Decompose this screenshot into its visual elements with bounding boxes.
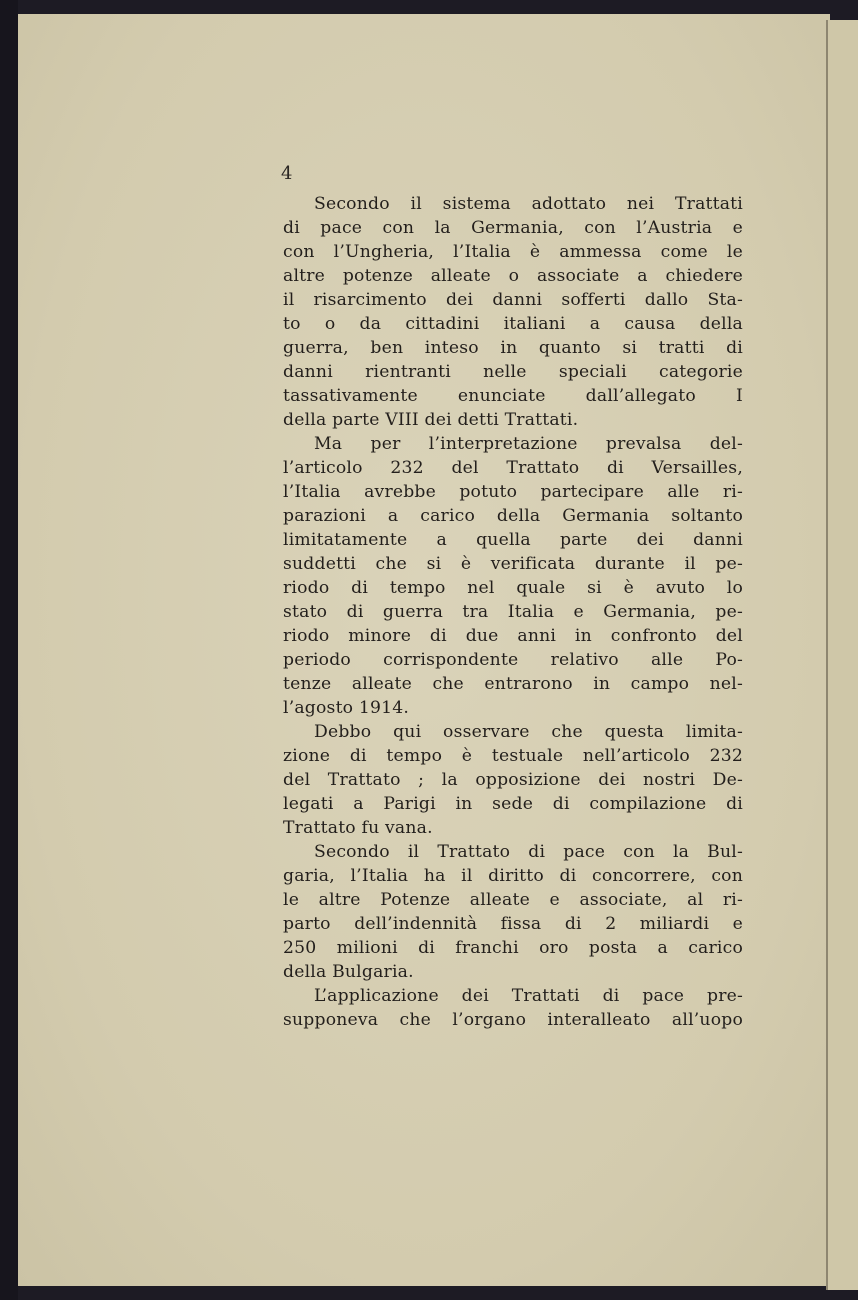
text-line: di pace con la Germania, con l’Austria e — [283, 218, 743, 238]
paragraph — [283, 720, 743, 840]
text-line: supponeva che l’organo interalleato all’uopo — [283, 1010, 743, 1030]
text-line: limitatamente a quella parte dei danni — [283, 530, 743, 550]
text-line: riodo minore di due anni in confronto del — [283, 626, 743, 646]
body-text — [283, 192, 743, 1032]
text-line: Trattato fu vana. — [283, 818, 433, 838]
page-number: 4 — [281, 163, 293, 184]
paragraph — [283, 192, 743, 432]
text-line: il risarcimento dei danni sofferti dallo Sta- — [283, 290, 743, 310]
text-line: l’Italia avrebbe potuto partecipare alle ri- — [283, 482, 743, 502]
text-line: tassativamente enunciate dall’allegato I — [283, 386, 743, 406]
text-line: zione di tempo è testuale nell’articolo 232 — [283, 746, 743, 766]
text-line: stato di guerra tra Italia e Germania, pe- — [283, 602, 743, 622]
text-line: della Bulgaria. — [283, 962, 414, 982]
text-line: della parte VIII dei detti Trattati. — [283, 410, 579, 430]
text-line: Secondo il sistema adottato nei Trattati — [314, 194, 743, 214]
text-line: l’articolo 232 del Trattato di Versailles, — [283, 458, 743, 478]
text-line: Secondo il Trattato di pace con la Bul- — [314, 842, 743, 862]
paragraph — [283, 432, 743, 720]
text-line: Debbo qui osservare che questa limita- — [314, 722, 743, 742]
text-line: garia, l’Italia ha il diritto di concorrere, con — [283, 866, 743, 886]
text-line: con l’Ungheria, l’Italia è ammessa come le — [283, 242, 743, 262]
text-line: altre potenze alleate o associate a chiedere — [283, 266, 743, 286]
paragraph — [283, 840, 743, 984]
text-line: l’agosto 1914. — [283, 698, 410, 718]
text-line: L’applicazione dei Trattati di pace pre- — [314, 986, 743, 1006]
text-line: suddetti che si è verificata durante il pe- — [283, 554, 743, 574]
text-line: Ma per l’interpretazione prevalsa del- — [314, 434, 743, 454]
text-line: to o da cittadini italiani a causa della — [283, 314, 743, 334]
text-line: periodo corrispondente relativo alle Po- — [283, 650, 743, 670]
next-page-edge — [826, 20, 858, 1290]
text-line: le altre Potenze alleate e associate, al ri- — [283, 890, 743, 910]
text-line: parazioni a carico della Germania soltanto — [283, 506, 743, 526]
paragraph — [283, 984, 743, 1032]
text-line: legati a Parigi in sede di compilazione di — [283, 794, 743, 814]
text-line: parto dell’indennità fissa di 2 miliardi e — [283, 914, 743, 934]
text-line: guerra, ben inteso in quanto si tratti di — [283, 338, 743, 358]
text-line: tenze alleate che entrarono in campo nel- — [283, 674, 743, 694]
text-line: danni rientranti nelle speciali categorie — [283, 362, 743, 382]
text-line: del Trattato ; la opposizione dei nostri De- — [283, 770, 743, 790]
text-line: 250 milioni di franchi oro posta a carico — [283, 938, 743, 958]
book-binding — [0, 0, 18, 1300]
text-line: riodo di tempo nel quale si è avuto lo — [283, 578, 743, 598]
